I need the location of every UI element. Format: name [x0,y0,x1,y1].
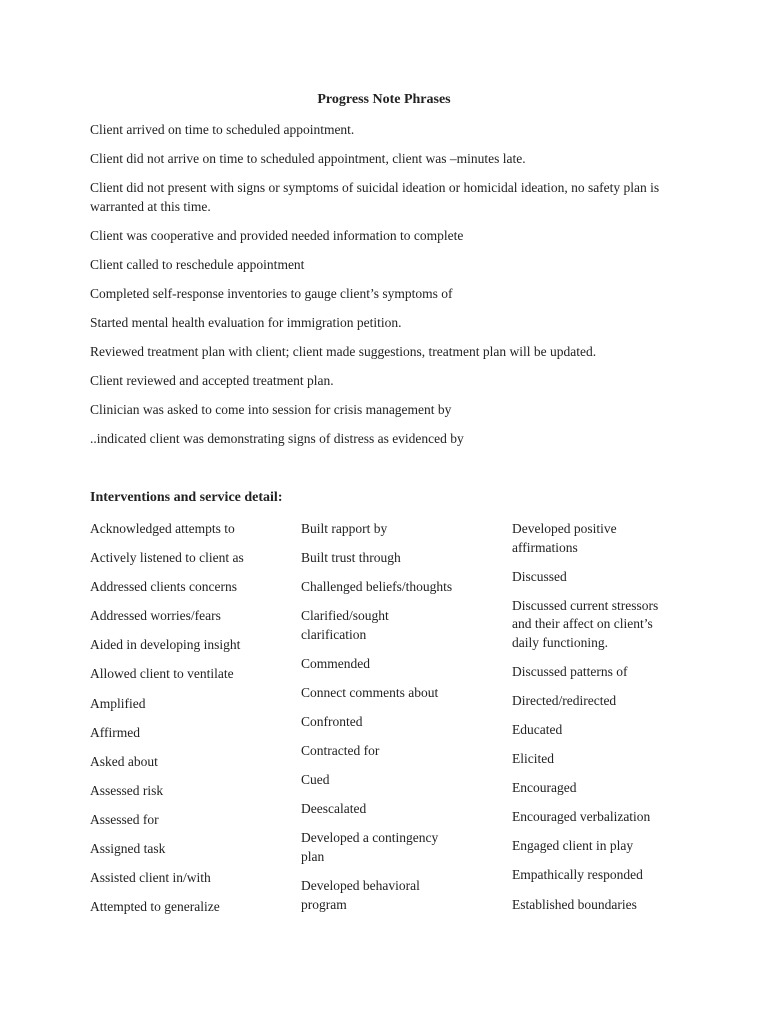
intervention-item: Confronted [301,714,363,730]
page-title: Progress Note Phrases [317,92,451,107]
intervention-item: Elicited [512,751,554,767]
interventions-column-3 [512,520,712,925]
intervention-item: Contracted for [301,743,380,759]
intervention-item: Attempted to generalize [90,899,220,915]
phrase-item: Reviewed treatment plan with client; client made suggestions, treatment plan will be updated. [90,343,597,359]
intervention-item: Discussed patterns of [512,663,628,679]
phrase-item: Started mental health evaluation for immigration petition. [90,314,402,330]
phrase-item: Client reviewed and accepted treatment plan. [90,372,334,388]
intervention-item: Assessed risk [90,782,164,798]
interventions-heading: Interventions and service detail: [90,490,283,505]
phrase-item: Client did not present with signs or symptoms of suicidal ideation or homicidal ideation, no safety plan is warranted at this time. [90,180,660,214]
intervention-item: Discussed [512,568,567,584]
intervention-item: Affirmed [90,724,140,740]
intervention-item: Built rapport by [301,521,388,536]
intervention-item: Addressed worries/fears [90,608,221,624]
intervention-item: Clarified/sought clarification [301,608,389,642]
intervention-item: Commended [301,655,370,671]
intervention-item: Assigned task [90,841,166,857]
intervention-item: Aided in developing insight [90,637,241,653]
intervention-item: Built trust through [301,550,401,566]
intervention-item: Assisted client in/with [90,870,211,886]
intervention-item: Developed behavioral program [301,878,420,912]
intervention-item: Allowed client to ventilate [90,666,234,682]
intervention-item: Developed positive affirmations [512,521,617,555]
intervention-item: Directed/redirected [512,692,617,708]
intervention-item: Encouraged [512,780,577,796]
intervention-item: Addressed clients concerns [90,579,237,595]
intervention-item: Amplified [90,695,146,711]
intervention-item: Engaged client in play [512,838,634,854]
phrase-item: Client was cooperative and provided needed information to complete [90,227,464,243]
intervention-item: Educated [512,721,563,737]
phrase-item: ..indicated client was demonstrating signs of distress as evidenced by [90,430,464,446]
intervention-item: Established boundaries [512,896,637,912]
intervention-item: Deescalated [301,801,367,817]
phrase-list [90,121,680,459]
phrase-item: Clinician was asked to come into session for crisis management by [90,401,452,417]
intervention-item: Assessed for [90,811,159,827]
intervention-item: Developed a contingency plan [301,830,439,864]
interventions-column-1 [90,520,286,927]
intervention-item: Empathically responded [512,867,643,883]
phrase-item: Client did not arrive on time to scheduled appointment, client was –minutes late. [90,151,526,166]
interventions-column-2 [301,520,497,925]
intervention-item: Encouraged verbalization [512,809,651,825]
phrase-item: Client called to reschedule appointment [90,256,305,272]
intervention-item: Acknowledged attempts to [90,521,235,536]
phrase-item: Client arrived on time to scheduled appointment. [90,122,355,137]
intervention-item: Challenged beliefs/thoughts [301,579,453,595]
intervention-item: Asked about [90,753,158,769]
intervention-item: Connect comments about [301,684,439,700]
intervention-item: Actively listened to client as [90,550,244,566]
intervention-item: Cued [301,772,330,788]
intervention-item: Discussed current stressors and their affect on client’s daily functioning. [512,597,659,650]
phrase-item: Completed self-response inventories to gauge client’s symptoms of [90,285,453,301]
